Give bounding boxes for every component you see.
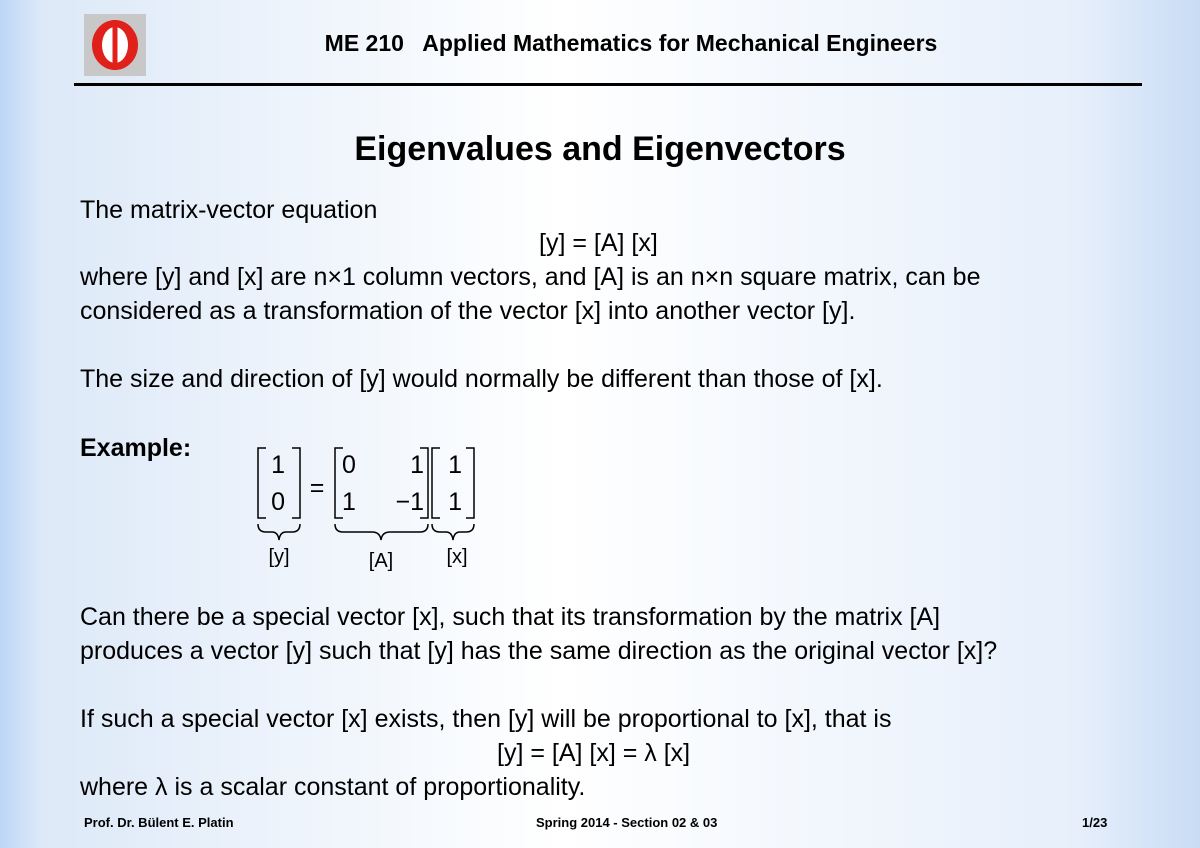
example-label: Example: (80, 434, 192, 462)
matrix-a-entry-12: 1 (410, 451, 424, 479)
paragraph-intro: The matrix-vector equation (80, 196, 378, 224)
paragraph-question-2: produces a vector [y] such that [y] has the same direction as the original vector [x]? (80, 637, 998, 665)
example-matrix-equation (240, 440, 500, 580)
footer-term: Spring 2014 - Section 02 & 03 (536, 815, 718, 830)
course-title: ME 210 Applied Mathematics for Mechanical Engineers (324, 30, 938, 56)
paragraph-definition-2: considered as a transformation of the vector [x] into another vector [y]. (80, 297, 856, 325)
matrix-a-entry-11: 0 (342, 451, 356, 479)
paragraph-size-direction: The size and direction of [y] would normally be different than those of [x]. (80, 365, 883, 393)
equals-sign: = (309, 474, 325, 502)
equation-eigen: [y] = [A] [x] = λ [x] (497, 739, 691, 767)
footer-author: Prof. Dr. Bülent E. Platin (84, 815, 234, 830)
vector-x-entry-1: 1 (448, 451, 462, 479)
footer-page-number: 1/23 (1082, 815, 1108, 830)
matrix-a-entry-22: −1 (395, 488, 424, 516)
equation-basic: [y] = [A] [x] (539, 229, 658, 257)
paragraph-definition-1: where [y] and [x] are n×1 column vectors, and [A] is an n×n square matrix, can be (80, 263, 981, 291)
vector-y-entry-2: 0 (271, 488, 285, 516)
label-y: [y] (268, 546, 290, 568)
vector-x-entry-2: 1 (448, 488, 462, 516)
header-divider (74, 83, 1142, 86)
label-x: [x] (446, 546, 468, 568)
paragraph-question-1: Can there be a special vector [x], such that its transformation by the matrix [A] (80, 603, 941, 631)
paragraph-scalar: where λ is a scalar constant of proportionality. (80, 773, 586, 801)
matrix-a-entry-21: 1 (342, 488, 356, 516)
slide-title: Eigenvalues and Eigenvectors (354, 130, 846, 168)
vector-y-entry-1: 1 (271, 451, 285, 479)
paragraph-proportional: If such a special vector [x] exists, then [y] will be proportional to [x], that is (80, 705, 892, 733)
label-a: [A] (368, 550, 394, 572)
